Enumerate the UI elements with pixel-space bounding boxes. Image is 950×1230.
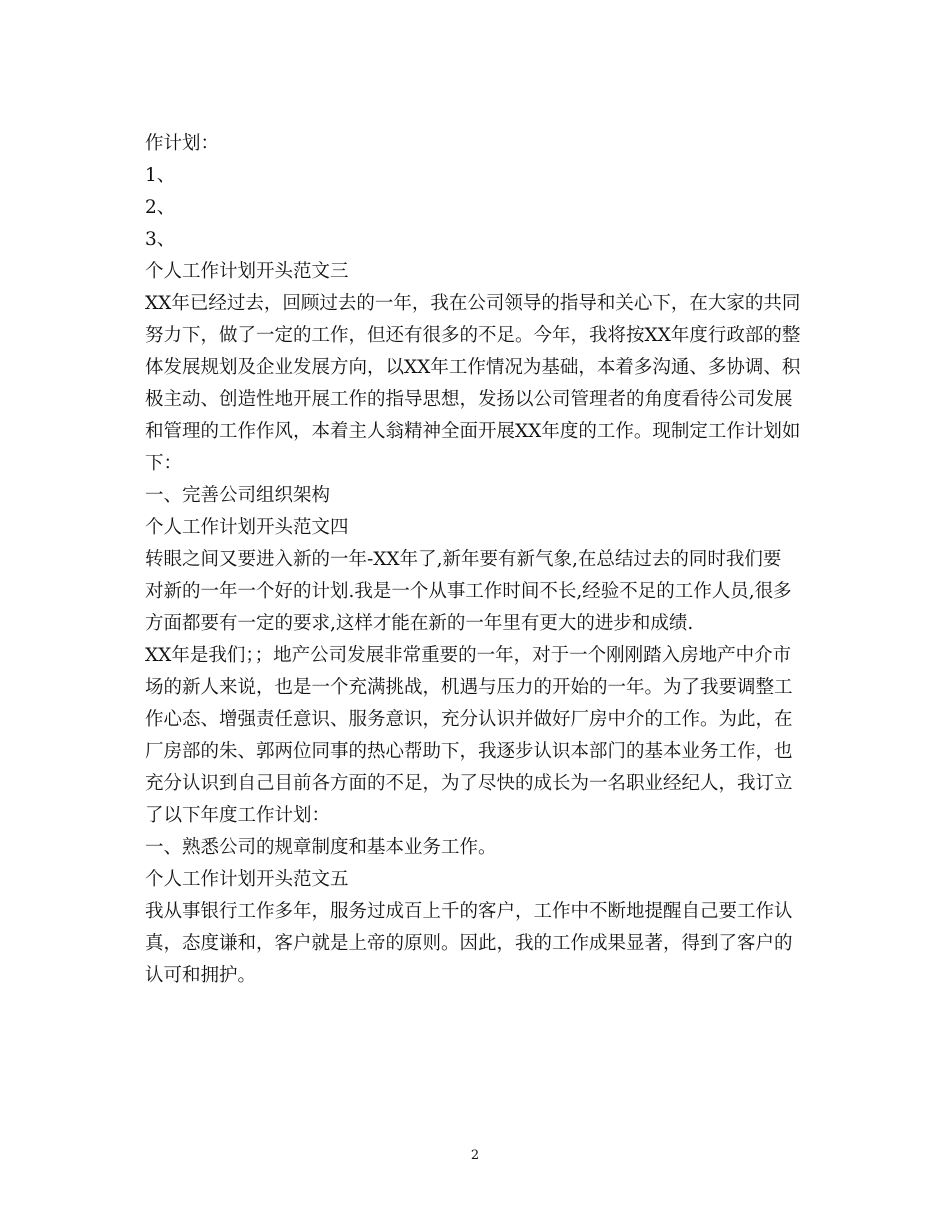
list-item-1: 1、 [145,165,176,186]
paragraph-line: XX年是我们；；地产公司发展非常重要的一年，对于一个刚刚踏入房地产中介市 [145,645,792,666]
section-heading-4: 个人工作计划开头范文四 [145,517,349,538]
paragraph-line: 转眼之间又要进入新的一年-XX年了,新年要有新气象,在总结过去的同时我们要 [145,549,782,570]
paragraph-line: 作心态、增强责任意识、服务意识，充分认识并做好厂房中介的工作。为此，在 [145,709,793,730]
list-item-3: 3、 [145,229,176,250]
paragraph-line: 体发展规划及企业发展方向，以XX年工作情况为基础，本着多沟通、多协调、积 [145,357,801,378]
paragraph-line: 极主动、创造性地开展工作的指导思想，发扬以公司管理者的角度看待公司发展 [145,389,793,410]
paragraph-line: 厂房部的朱、郭两位同事的热心帮助下，我逐步认识本部门的基本业务工作，也 [145,741,793,762]
paragraph-line: 场的新人来说，也是一个充满挑战，机遇与压力的开始的一年。为了我要调整工 [145,677,793,698]
paragraph-line: 努力下，做了一定的工作，但还有很多的不足。今年，我将按XX年度行政部的整 [145,325,801,346]
page-number: 2 [470,1148,480,1163]
paragraph-line: 了以下年度工作计划： [145,805,331,826]
paragraph-line: 充分认识到自己目前各方面的不足，为了尽快的成长为一名职业经纪人，我订立 [145,773,793,794]
paragraph-line: XX年已经过去，回顾过去的一年，我在公司领导的指导和关心下，在大家的共同 [145,293,801,314]
paragraph-line: 对新的一年一个好的计划.我是一个从事工作时间不长,经验不足的工作人员,很多 [145,581,792,602]
paragraph-line: 方面都要有一定的要求,这样才能在新的一年里有更大的进步和成绩. [145,613,694,634]
paragraph-line: 和管理的工作作风，本着主人翁精神全面开展XX年度的工作。现制定工作计划如 [145,421,801,442]
document-body [145,128,810,992]
paragraph-line: 我从事银行工作多年，服务过成百上千的客户，工作中不断地提醒自己要工作认 [145,901,793,922]
paragraph-line: 真，态度谦和，客户就是上帝的原则。因此，我的工作成果显著，得到了客户的 [145,933,793,954]
text-line: 作计划： [145,133,220,154]
subheading: 一、熟悉公司的规章制度和基本业务工作。 [145,837,497,858]
subheading: 一、完善公司组织架构 [145,485,331,506]
section-heading-3: 个人工作计划开头范文三 [145,261,349,282]
section-heading-5: 个人工作计划开头范文五 [145,869,349,890]
paragraph-line: 下： [145,453,183,474]
paragraph-line: 认可和拥护。 [145,965,257,986]
list-item-2: 2、 [145,197,176,218]
